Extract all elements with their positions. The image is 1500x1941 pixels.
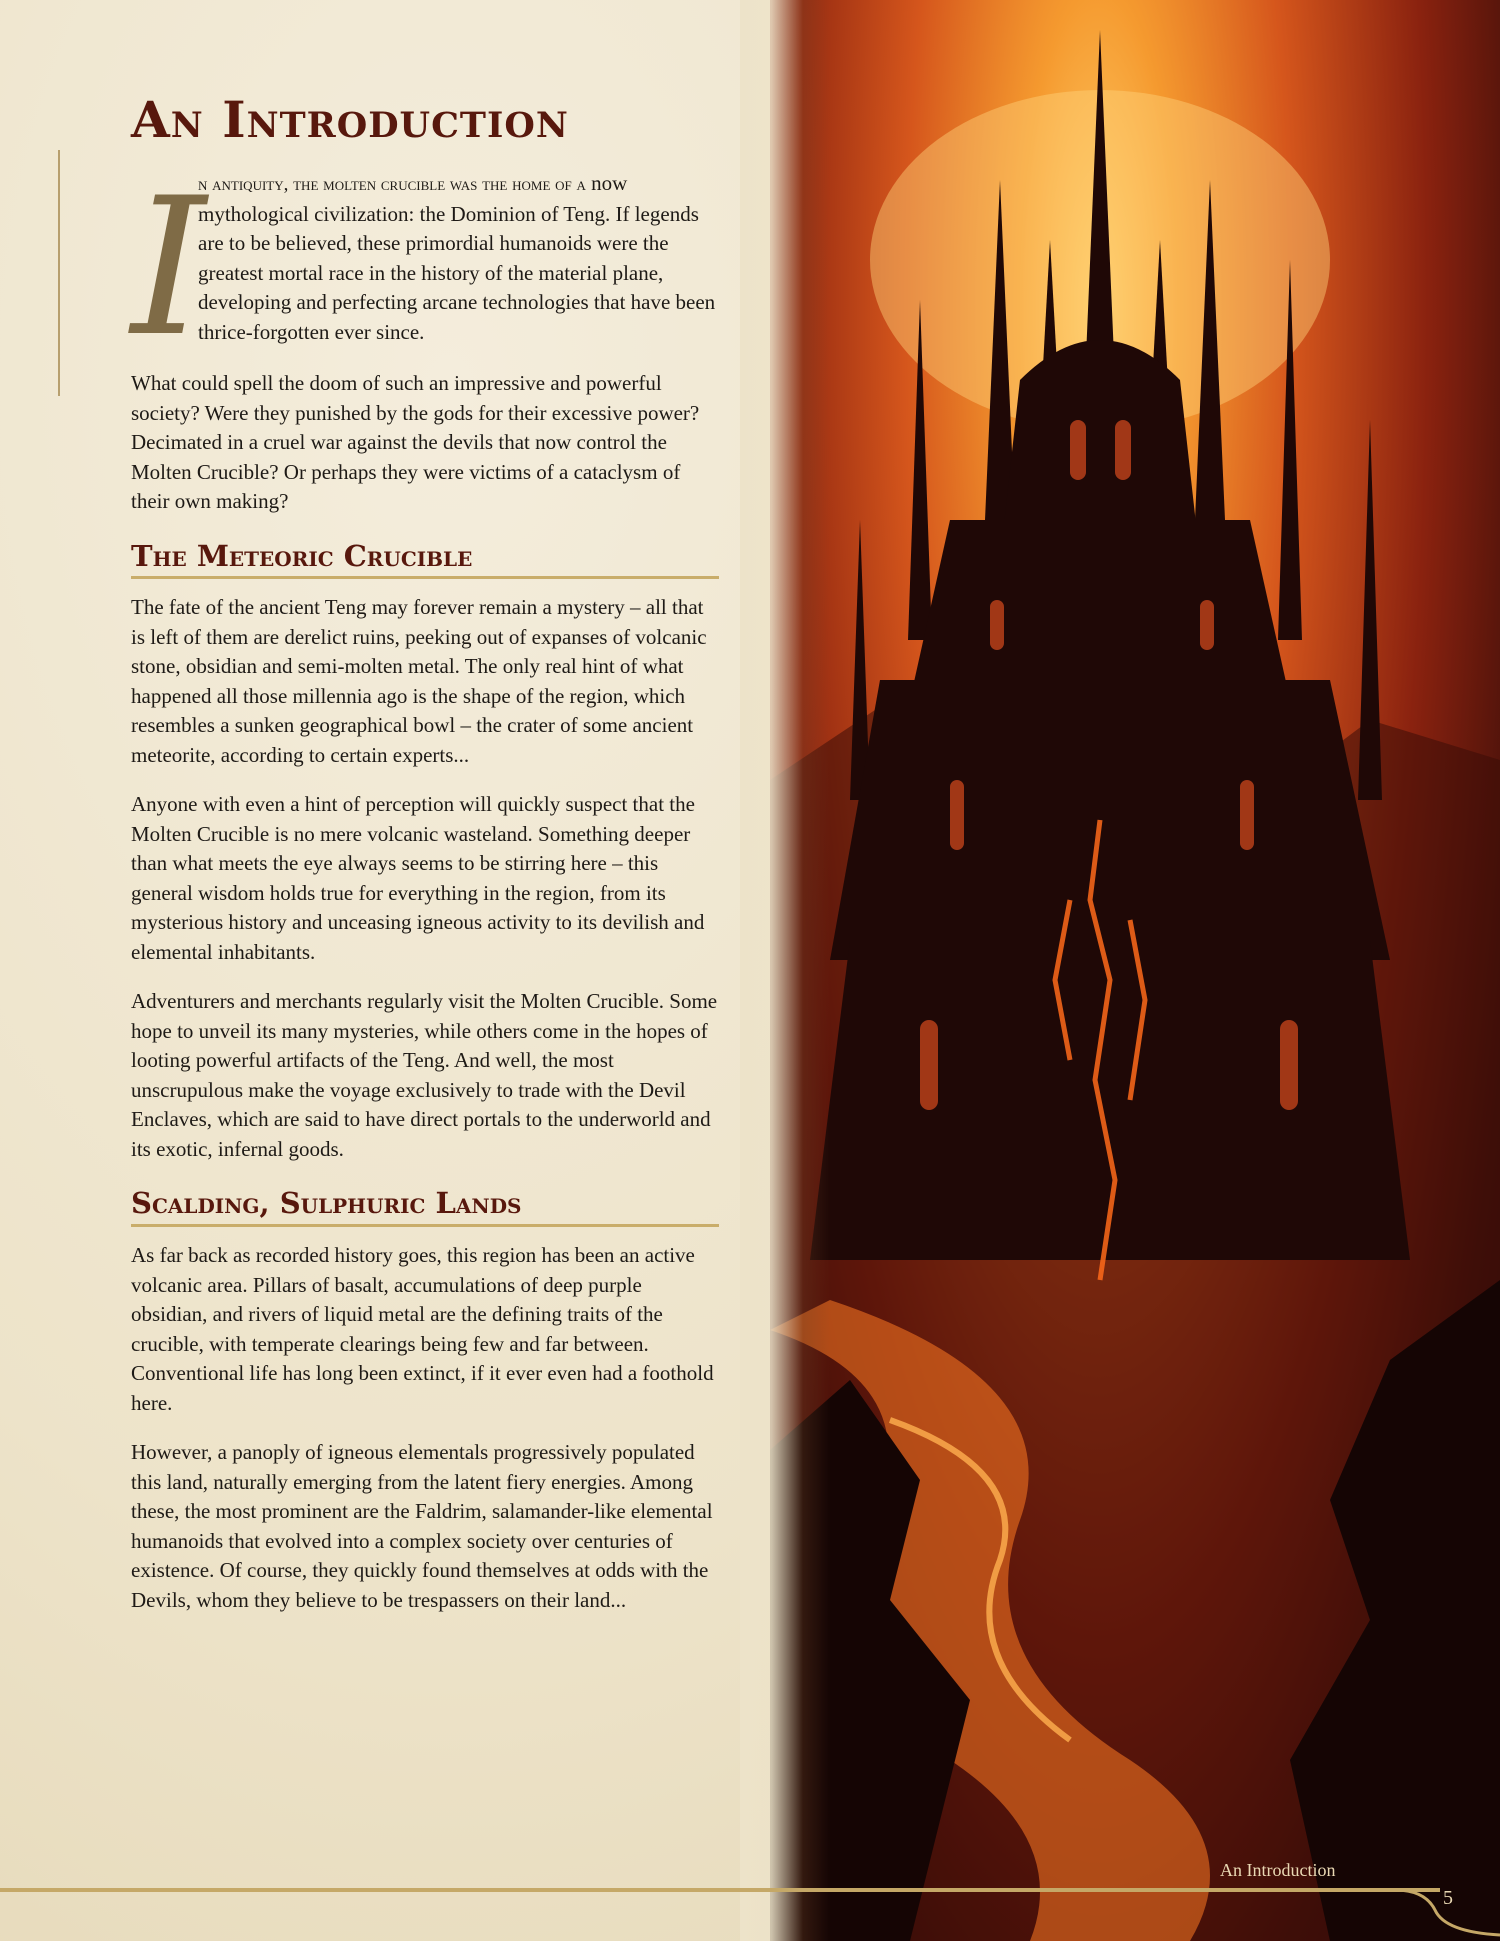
- intro-lead: n antiquity, the molten crucible was the home of a: [198, 174, 586, 195]
- intro-rest: now mythological civilization: the Dominion of Teng. If legends are to be believed, these primordial humanoids were the greatest mortal race in the history of the material plane, developing and perfecting arcane technologies that have been thrice-forgotten ever since.: [198, 171, 716, 344]
- page-title: An Introduction: [131, 90, 569, 149]
- section1-paragraph-2: Anyone with even a hint of perception will quickly suspect that the Molten Crucible is no mere volcanic wasteland. Something deeper than what meets the eye always seems to be stirring here – this general wisdom holds true for everything in the region, from its mysterious history and unceasing igneous activity to its devilish and elemental inhabitants.: [131, 792, 705, 964]
- section-heading-scalding-lands: Scalding, Sulphuric Lands: [131, 1186, 719, 1227]
- intro-text: [198, 169, 719, 347]
- section2-paragraph-1: As far back as recorded history goes, this region has been an active volcanic area. Pillars of basalt, accumulations of deep purple obsidian, and rivers of liquid metal are the defining traits of the crucible, with temperate clearings being few and far between. Conventional life has long been extinct, if it ever even had a foothold here.: [131, 1243, 714, 1415]
- footer-rule: [0, 1888, 1440, 1892]
- side-ornament-rule: [58, 150, 60, 396]
- section1-paragraph-3: Adventurers and merchants regularly visit the Molten Crucible. Some hope to unveil its many mysteries, while others come in the hopes of looting powerful artifacts of the Teng. And well, the most unscrupulous make the voyage exclusively to trade with the Devil Enclaves, which are said to have direct portals to the underworld and its exotic, infernal goods.: [131, 989, 718, 1161]
- section-heading-meteoric-crucible: The Meteoric Crucible: [131, 539, 719, 580]
- torn-paper-edge: [740, 0, 830, 1941]
- intro-paragraph: [131, 157, 719, 378]
- intro-paragraph-2: What could spell the doom of such an impressive and powerful society? Were they punished by the gods for their excessive power? Decimated in a cruel war against the devils that now control the Molten Crucible? Or perhaps they were victims of a cataclysm of their own making?: [131, 371, 700, 513]
- volcanic-castle-illustration: [770, 0, 1500, 1941]
- section1-paragraph-1: The fate of the ancient Teng may forever remain a mystery – all that is left of them are derelict ruins, peeking out of expanses of volcanic stone, obsidian and semi-molten metal. The only real hint of what happened all those millennia ago is the shape of the region, which resembles a sunken geographical bowl – the crater of some ancient meteorite, according to certain experts...: [131, 595, 707, 767]
- section2-paragraph-2: However, a panoply of igneous elementals progressively populated this land, naturally emerging from the latent fiery energies. Among these, the most prominent are the Faldrim, salamander-like elemental humanoids that evolved into a complex society over centuries of existence. Of course, they quickly found themselves at odds with the Devils, whom they believe to be trespassers on their land...: [131, 1440, 713, 1612]
- castle-silhouette: [770, 0, 1500, 1941]
- text-column: [131, 92, 719, 1635]
- drop-cap: I: [131, 157, 207, 378]
- footer-section-name: An Introduction: [1220, 1860, 1336, 1880]
- page-number: 5: [1443, 1887, 1453, 1909]
